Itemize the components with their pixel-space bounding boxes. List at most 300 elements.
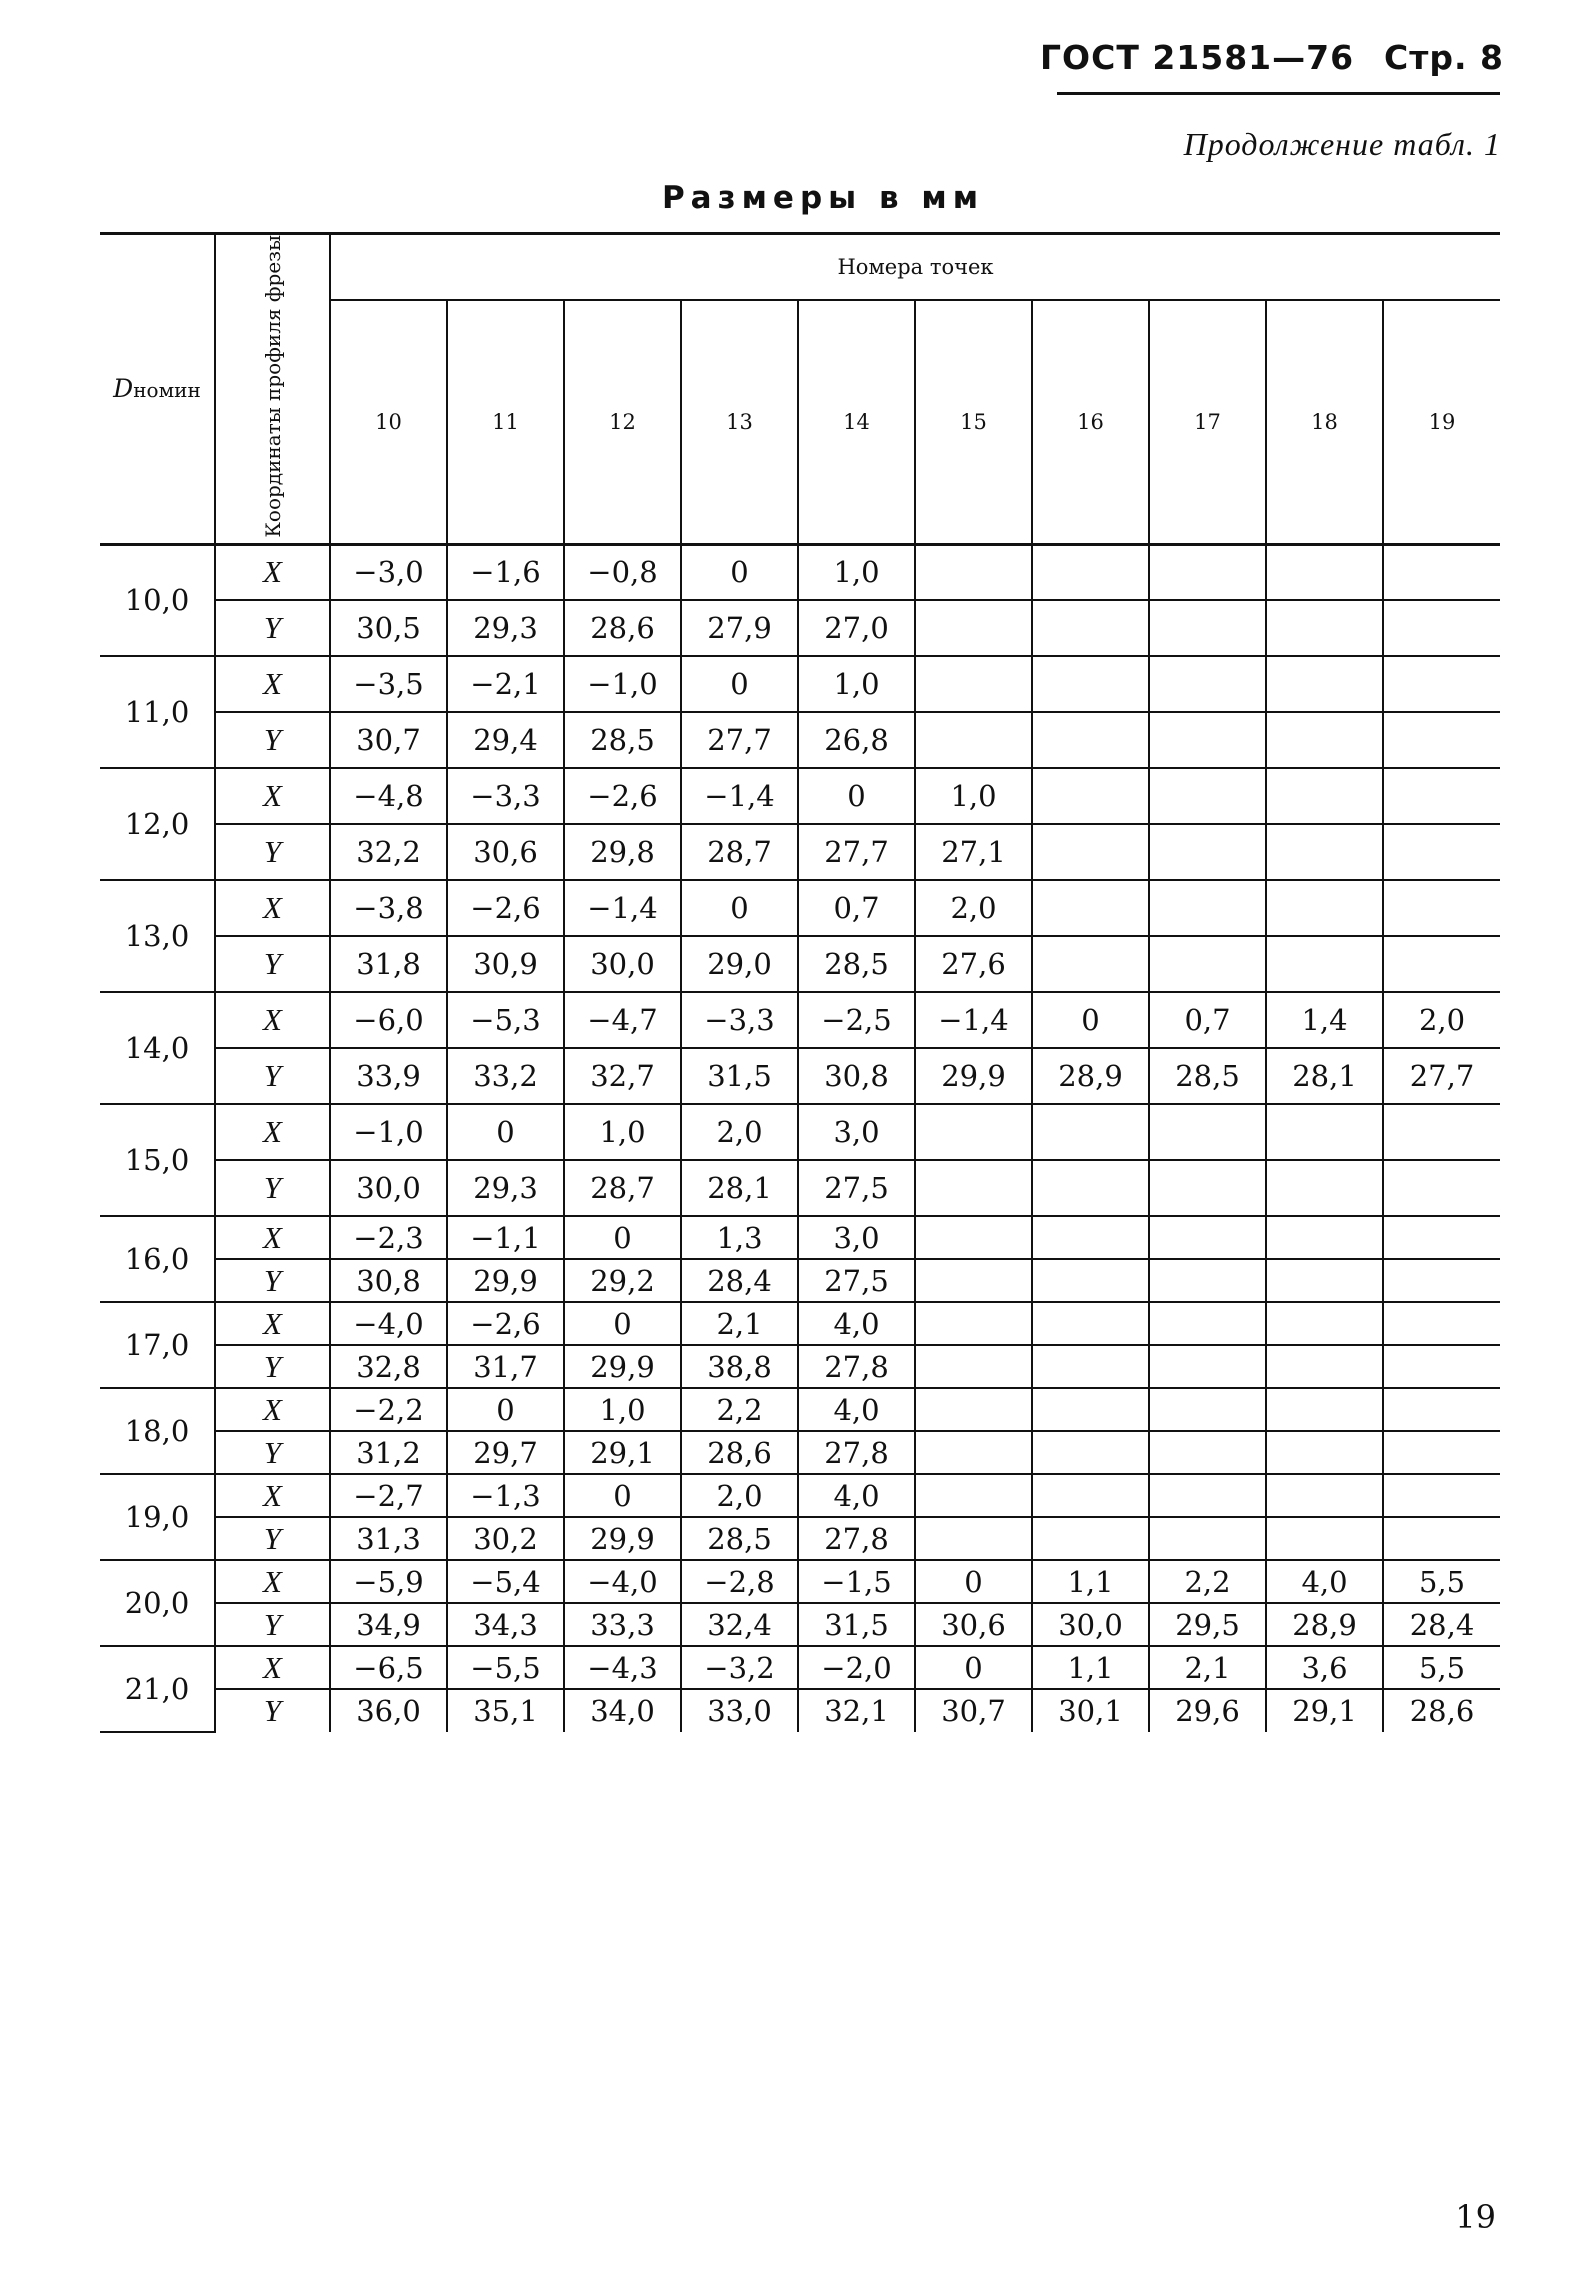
y-value-cell: 33,3 (564, 1603, 681, 1646)
y-value-cell: 33,0 (681, 1689, 798, 1732)
y-value-cell: 29,3 (447, 1160, 564, 1216)
y-value-cell: 29,7 (447, 1431, 564, 1474)
y-value-cell: 28,5 (681, 1517, 798, 1560)
y-value-cell: 33,2 (447, 1048, 564, 1104)
y-value-cell: 31,8 (330, 936, 447, 992)
x-value-cell: −1,4 (915, 992, 1032, 1048)
x-value-cell: −1,3 (447, 1474, 564, 1517)
point-number-header: 15 (915, 300, 1032, 544)
y-value-cell (1383, 1517, 1500, 1560)
y-value-cell: 27,1 (915, 824, 1032, 880)
point-number-header: 12 (564, 300, 681, 544)
x-value-cell: 0,7 (798, 880, 915, 936)
x-value-cell (1266, 880, 1383, 936)
table-row (100, 1345, 1500, 1388)
y-value-cell: 28,7 (564, 1160, 681, 1216)
table-row (100, 1517, 1500, 1560)
d-nominal-cell: 20,0 (100, 1560, 215, 1646)
x-value-cell: −1,5 (798, 1560, 915, 1603)
y-value-cell: 28,7 (681, 824, 798, 880)
x-value-cell: −4,3 (564, 1646, 681, 1689)
table-row (100, 712, 1500, 768)
x-value-cell: 3,0 (798, 1216, 915, 1259)
table-row (100, 1160, 1500, 1216)
y-value-cell: 29,9 (447, 1259, 564, 1302)
x-value-cell (1266, 544, 1383, 600)
units-caption: Размеры в мм (661, 180, 985, 216)
x-value-cell: −4,0 (564, 1560, 681, 1603)
x-value-cell: 3,6 (1266, 1646, 1383, 1689)
x-value-cell: −2,1 (447, 656, 564, 712)
x-value-cell (915, 1388, 1032, 1431)
y-value-cell: 28,6 (564, 600, 681, 656)
x-value-cell: −3,3 (447, 768, 564, 824)
x-value-cell (1032, 544, 1149, 600)
x-value-cell (1032, 1474, 1149, 1517)
d-nominal-cell: 15,0 (100, 1104, 215, 1216)
table-row (100, 936, 1500, 992)
table-row (100, 1560, 1500, 1603)
y-value-cell: 27,5 (798, 1259, 915, 1302)
x-value-cell: −2,2 (330, 1388, 447, 1431)
y-value-cell: 30,5 (330, 600, 447, 656)
y-value-cell (915, 1345, 1032, 1388)
x-value-cell: −3,3 (681, 992, 798, 1048)
table-row (100, 1104, 1500, 1160)
x-value-cell: 0 (564, 1216, 681, 1259)
x-value-cell (1383, 880, 1500, 936)
coord-y-label: Y (215, 1048, 330, 1104)
x-value-cell (1149, 880, 1266, 936)
y-value-cell: 30,8 (798, 1048, 915, 1104)
point-number-header: 17 (1149, 300, 1266, 544)
x-value-cell (915, 544, 1032, 600)
x-value-cell: 1,3 (681, 1216, 798, 1259)
y-value-cell: 29,5 (1149, 1603, 1266, 1646)
y-value-cell: 30,7 (915, 1689, 1032, 1732)
coord-x-label: X (215, 1560, 330, 1603)
y-value-cell: 29,1 (1266, 1689, 1383, 1732)
x-value-cell (1149, 1104, 1266, 1160)
x-value-cell (915, 1216, 1032, 1259)
y-value-cell: 27,7 (681, 712, 798, 768)
page-header (1040, 38, 1504, 77)
y-value-cell (1383, 1345, 1500, 1388)
x-value-cell: 2,0 (681, 1474, 798, 1517)
y-value-cell: 31,5 (798, 1603, 915, 1646)
y-value-cell: 32,7 (564, 1048, 681, 1104)
x-value-cell: 0 (915, 1560, 1032, 1603)
x-value-cell (915, 1104, 1032, 1160)
x-value-cell: −5,9 (330, 1560, 447, 1603)
d-nominal-cell: 16,0 (100, 1216, 215, 1302)
x-value-cell (1383, 1104, 1500, 1160)
x-value-cell: 0 (564, 1302, 681, 1345)
y-value-cell (915, 1517, 1032, 1560)
y-value-cell: 27,8 (798, 1345, 915, 1388)
y-value-cell: 28,5 (564, 712, 681, 768)
y-value-cell (1266, 824, 1383, 880)
y-value-cell: 28,9 (1266, 1603, 1383, 1646)
standard-number: ГОСТ 21581—76 (1040, 38, 1355, 77)
x-value-cell (1149, 1216, 1266, 1259)
y-value-cell: 30,7 (330, 712, 447, 768)
x-value-cell: −1,4 (564, 880, 681, 936)
table-row (100, 656, 1500, 712)
x-value-cell (1032, 1388, 1149, 1431)
table-row (100, 992, 1500, 1048)
x-value-cell: −3,2 (681, 1646, 798, 1689)
coord-x-label: X (215, 544, 330, 600)
y-value-cell (915, 1160, 1032, 1216)
x-value-cell (1383, 1474, 1500, 1517)
y-value-cell: 29,4 (447, 712, 564, 768)
x-value-cell: −3,5 (330, 656, 447, 712)
y-value-cell (1032, 936, 1149, 992)
page-label: Стр. 8 (1384, 38, 1504, 77)
y-value-cell: 27,8 (798, 1431, 915, 1474)
y-value-cell (1149, 1517, 1266, 1560)
y-value-cell (1383, 936, 1500, 992)
y-value-cell: 29,9 (564, 1517, 681, 1560)
coord-x-label: X (215, 1388, 330, 1431)
y-value-cell: 29,6 (1149, 1689, 1266, 1732)
coord-x-label: X (215, 1216, 330, 1259)
x-value-cell: −5,5 (447, 1646, 564, 1689)
d-nominal-cell: 21,0 (100, 1646, 215, 1732)
x-value-cell: −1,6 (447, 544, 564, 600)
x-value-cell (1149, 1302, 1266, 1345)
y-value-cell (1149, 1345, 1266, 1388)
coord-y-label: Y (215, 1160, 330, 1216)
d-nominal-cell: 13,0 (100, 880, 215, 992)
coord-y-label: Y (215, 1517, 330, 1560)
y-value-cell: 28,5 (1149, 1048, 1266, 1104)
x-value-cell: −3,8 (330, 880, 447, 936)
y-value-cell: 29,1 (564, 1431, 681, 1474)
x-value-cell: 4,0 (1266, 1560, 1383, 1603)
y-value-cell: 30,0 (1032, 1603, 1149, 1646)
x-value-cell (1032, 656, 1149, 712)
x-value-cell: 4,0 (798, 1474, 915, 1517)
y-value-cell: 29,3 (447, 600, 564, 656)
table-row (100, 1259, 1500, 1302)
coord-x-label: X (215, 656, 330, 712)
y-value-cell (915, 600, 1032, 656)
coord-y-label: Y (215, 824, 330, 880)
table-row (100, 824, 1500, 880)
coord-y-label: Y (215, 600, 330, 656)
x-value-cell (1149, 1388, 1266, 1431)
x-value-cell: 2,1 (1149, 1646, 1266, 1689)
x-value-cell: −0,8 (564, 544, 681, 600)
y-value-cell (1266, 1431, 1383, 1474)
y-value-cell (1383, 600, 1500, 656)
y-value-cell: 32,4 (681, 1603, 798, 1646)
x-value-cell: −1,4 (681, 768, 798, 824)
coord-y-label: Y (215, 1689, 330, 1732)
point-numbers-header: Номера точек (330, 234, 1500, 301)
y-value-cell (1032, 600, 1149, 656)
coordinates-header (215, 234, 330, 545)
table-row (100, 1048, 1500, 1104)
y-value-cell (915, 712, 1032, 768)
x-value-cell: −2,6 (447, 880, 564, 936)
d-nominal-subscript: номин (133, 378, 201, 403)
x-value-cell: 5,5 (1383, 1646, 1500, 1689)
d-nominal-cell: 11,0 (100, 656, 215, 768)
point-number-header: 19 (1383, 300, 1500, 544)
x-value-cell (1266, 1302, 1383, 1345)
x-value-cell (1266, 656, 1383, 712)
page-number: 19 (1455, 2198, 1496, 2236)
d-nominal-cell: 19,0 (100, 1474, 215, 1560)
x-value-cell (1383, 1216, 1500, 1259)
y-value-cell: 31,3 (330, 1517, 447, 1560)
y-value-cell (1266, 936, 1383, 992)
y-value-cell (1149, 1259, 1266, 1302)
y-value-cell: 28,6 (681, 1431, 798, 1474)
y-value-cell: 27,6 (915, 936, 1032, 992)
x-value-cell (1149, 656, 1266, 712)
y-value-cell (1266, 600, 1383, 656)
x-value-cell: −2,7 (330, 1474, 447, 1517)
y-value-cell: 27,7 (798, 824, 915, 880)
y-value-cell: 31,5 (681, 1048, 798, 1104)
y-value-cell (1149, 1431, 1266, 1474)
header-rule (1057, 92, 1500, 95)
table-body (100, 544, 1500, 1732)
x-value-cell: 1,0 (564, 1104, 681, 1160)
d-nominal-cell: 10,0 (100, 544, 215, 656)
y-value-cell: 31,7 (447, 1345, 564, 1388)
y-value-cell: 35,1 (447, 1689, 564, 1732)
x-value-cell: −3,0 (330, 544, 447, 600)
x-value-cell: −4,8 (330, 768, 447, 824)
y-value-cell: 32,2 (330, 824, 447, 880)
y-value-cell (1032, 712, 1149, 768)
y-value-cell: 27,7 (1383, 1048, 1500, 1104)
d-nominal-cell: 18,0 (100, 1388, 215, 1474)
y-value-cell: 32,1 (798, 1689, 915, 1732)
coord-x-label: X (215, 880, 330, 936)
x-value-cell: 2,2 (681, 1388, 798, 1431)
y-value-cell (1266, 712, 1383, 768)
y-value-cell: 27,9 (681, 600, 798, 656)
x-value-cell: −4,0 (330, 1302, 447, 1345)
x-value-cell: 2,0 (915, 880, 1032, 936)
x-value-cell: 1,0 (798, 656, 915, 712)
y-value-cell: 29,0 (681, 936, 798, 992)
y-value-cell: 34,3 (447, 1603, 564, 1646)
dimensions-table (100, 232, 1500, 1733)
x-value-cell: 0 (447, 1388, 564, 1431)
coord-y-label: Y (215, 1345, 330, 1388)
x-value-cell: −2,6 (447, 1302, 564, 1345)
x-value-cell (1032, 768, 1149, 824)
coord-x-label: X (215, 1474, 330, 1517)
coord-y-label: Y (215, 936, 330, 992)
y-value-cell (1383, 824, 1500, 880)
y-value-cell: 33,9 (330, 1048, 447, 1104)
y-value-cell (1149, 600, 1266, 656)
x-value-cell: 0,7 (1149, 992, 1266, 1048)
coord-x-label: X (215, 1646, 330, 1689)
y-value-cell (1032, 824, 1149, 880)
x-value-cell: 1,4 (1266, 992, 1383, 1048)
x-value-cell: 0 (681, 656, 798, 712)
table-row (100, 1388, 1500, 1431)
y-value-cell (1032, 1259, 1149, 1302)
y-value-cell: 38,8 (681, 1345, 798, 1388)
x-value-cell: −5,3 (447, 992, 564, 1048)
y-value-cell: 27,8 (798, 1517, 915, 1560)
y-value-cell: 36,0 (330, 1689, 447, 1732)
table-row (100, 768, 1500, 824)
y-value-cell (1266, 1345, 1383, 1388)
d-nominal-cell: 14,0 (100, 992, 215, 1104)
table-continuation-note: Продолжение табл. 1 (1183, 126, 1501, 162)
x-value-cell: 1,1 (1032, 1560, 1149, 1603)
x-value-cell (1149, 768, 1266, 824)
table-row (100, 880, 1500, 936)
x-value-cell (1032, 880, 1149, 936)
y-value-cell: 26,8 (798, 712, 915, 768)
coord-x-label: X (215, 992, 330, 1048)
y-value-cell (1149, 712, 1266, 768)
point-number-header: 16 (1032, 300, 1149, 544)
x-value-cell: 4,0 (798, 1388, 915, 1431)
x-value-cell: −2,6 (564, 768, 681, 824)
table-row (100, 1431, 1500, 1474)
y-value-cell: 28,6 (1409, 1694, 1475, 1729)
y-value-cell (1266, 1517, 1383, 1560)
x-value-cell (1266, 1104, 1383, 1160)
x-value-cell (1383, 656, 1500, 712)
x-value-cell (1383, 1302, 1500, 1345)
y-value-cell: 29,2 (564, 1259, 681, 1302)
x-value-cell: 2,1 (681, 1302, 798, 1345)
y-value-cell: 30,6 (915, 1603, 1032, 1646)
d-nominal-cell: 17,0 (100, 1302, 215, 1388)
y-value-cell (1383, 1259, 1500, 1302)
y-value-cell: 30,9 (447, 936, 564, 992)
y-value-cell: 30,2 (447, 1517, 564, 1560)
x-value-cell: 0 (1032, 992, 1149, 1048)
y-value-cell (1149, 1160, 1266, 1216)
y-value-cell: 31,2 (330, 1431, 447, 1474)
y-value-cell (1032, 1160, 1149, 1216)
x-value-cell: −1,0 (330, 1104, 447, 1160)
y-value-cell: 30,8 (330, 1259, 447, 1302)
y-value-cell (1383, 1160, 1500, 1216)
coord-y-label: Y (215, 1431, 330, 1474)
d-nominal-symbol: D (113, 374, 134, 404)
y-value-cell: 28,5 (798, 936, 915, 992)
table-row (100, 1474, 1500, 1517)
table-row (100, 1689, 1500, 1732)
x-value-cell: 1,0 (564, 1388, 681, 1431)
x-value-cell (1266, 1388, 1383, 1431)
x-value-cell: 2,0 (1383, 992, 1500, 1048)
y-value-cell: 32,8 (330, 1345, 447, 1388)
y-value-cell: 29,9 (564, 1345, 681, 1388)
y-value-cell (1032, 1345, 1149, 1388)
point-number-header: 18 (1266, 300, 1383, 544)
x-value-cell (915, 656, 1032, 712)
point-number-header: 13 (681, 300, 798, 544)
y-value-cell: 28,4 (1383, 1603, 1500, 1646)
y-value-cell: 30,0 (330, 1160, 447, 1216)
header-line (1040, 38, 1504, 77)
x-value-cell: −1,1 (447, 1216, 564, 1259)
y-value-cell (1032, 1431, 1149, 1474)
x-value-cell: 4,0 (798, 1302, 915, 1345)
x-value-cell: 0 (447, 1104, 564, 1160)
point-number-header: 14 (798, 300, 915, 544)
x-value-cell: 0 (915, 1646, 1032, 1689)
table-row (100, 1302, 1500, 1345)
coord-y-label: Y (215, 712, 330, 768)
y-value-cell (1032, 1517, 1149, 1560)
dimensions-table-wrap (100, 232, 1500, 1733)
x-value-cell: 1,0 (798, 544, 915, 600)
y-value-cell: 34,9 (330, 1603, 447, 1646)
x-value-cell (1383, 768, 1500, 824)
table-row (100, 1216, 1500, 1259)
y-value-cell: 30,0 (564, 936, 681, 992)
y-value-cell (1383, 1431, 1500, 1474)
table-row (100, 1646, 1500, 1689)
x-value-cell: 0 (798, 768, 915, 824)
coord-x-label: X (215, 1302, 330, 1345)
x-value-cell (915, 1302, 1032, 1345)
table-row (100, 600, 1500, 656)
coord-x-label: X (215, 768, 330, 824)
x-value-cell: 0 (681, 544, 798, 600)
x-value-cell: 2,0 (681, 1104, 798, 1160)
point-number-header: 11 (447, 300, 564, 544)
x-value-cell: −2,5 (798, 992, 915, 1048)
x-value-cell: −4,7 (564, 992, 681, 1048)
y-value-cell: 27,0 (798, 600, 915, 656)
x-value-cell (1032, 1302, 1149, 1345)
coord-y-label: Y (215, 1603, 330, 1646)
table-row (100, 544, 1500, 600)
coordinates-header-text: Координаты профиля фрезы (260, 235, 285, 538)
x-value-cell: 1,0 (915, 768, 1032, 824)
x-value-cell (1149, 1474, 1266, 1517)
x-value-cell: 5,5 (1383, 1560, 1500, 1603)
x-value-cell: 0 (681, 880, 798, 936)
y-value-cell (1149, 824, 1266, 880)
y-value-cell (1383, 712, 1500, 768)
d-nominal-cell: 12,0 (100, 768, 215, 880)
y-value-cell (915, 1431, 1032, 1474)
y-value-cell: 28,1 (1266, 1048, 1383, 1104)
x-value-cell: −1,0 (564, 656, 681, 712)
y-value-cell: 27,5 (798, 1160, 915, 1216)
y-value-cell: 29,8 (564, 824, 681, 880)
y-value-cell: 28,1 (681, 1160, 798, 1216)
x-value-cell (1032, 1216, 1149, 1259)
x-value-cell (1266, 768, 1383, 824)
x-value-cell: −2,0 (798, 1646, 915, 1689)
x-value-cell: 2,2 (1149, 1560, 1266, 1603)
y-value-cell: 34,0 (564, 1689, 681, 1732)
d-nominal-header (100, 234, 215, 545)
x-value-cell: −6,0 (330, 992, 447, 1048)
